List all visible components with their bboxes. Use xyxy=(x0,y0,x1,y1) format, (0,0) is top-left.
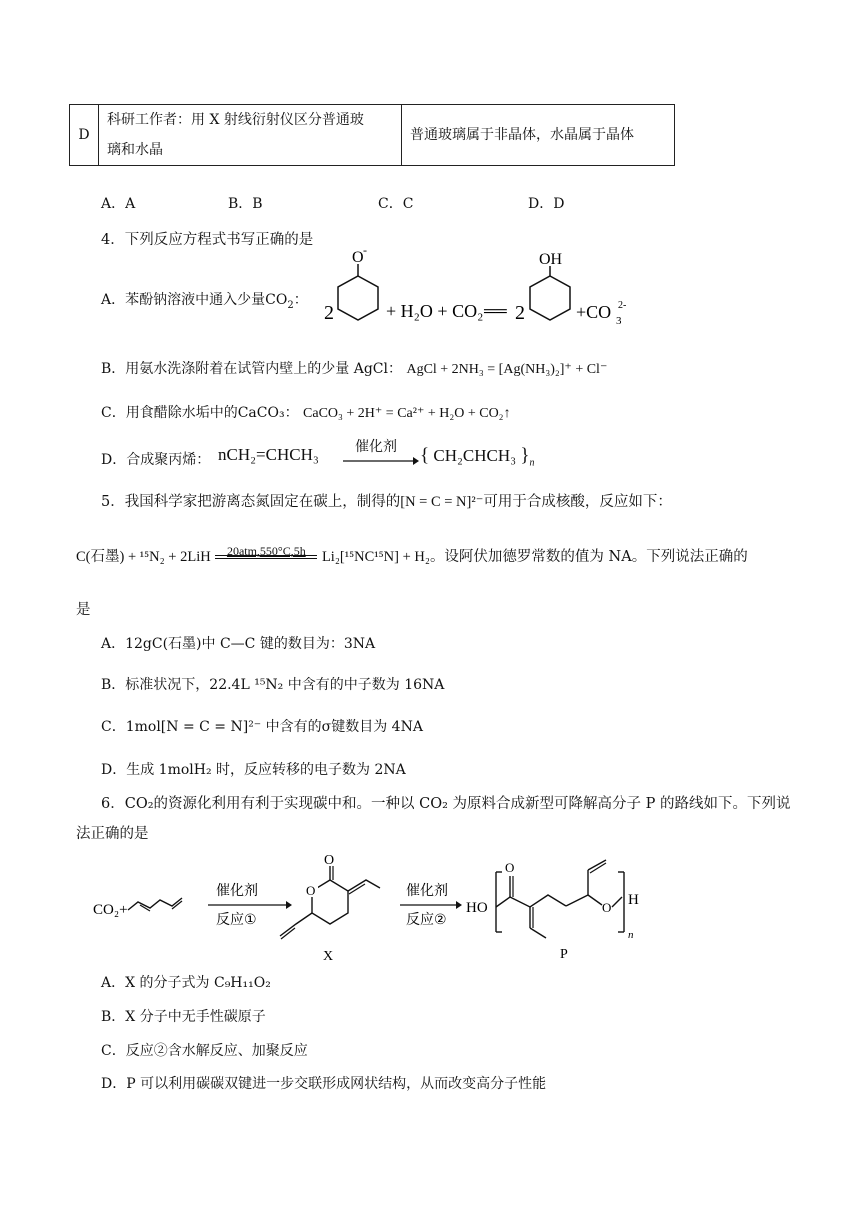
o-minus-sign: - xyxy=(363,243,367,257)
q4-a-text: A．苯酚钠溶液中通入少量CO xyxy=(101,292,288,308)
q5-equation xyxy=(76,545,748,566)
q6-option-b: B．X 分子中无手性碳原子 xyxy=(101,1009,266,1025)
q6-option-d: D．P 可以利用碳碳双键进一步交联形成网状结构，从而改变高分子性能 xyxy=(101,1076,547,1092)
eq-tail-sub: 3 xyxy=(616,315,622,327)
q5-stem xyxy=(101,490,672,511)
q6-stem-line2: 法正确的是 xyxy=(76,826,149,842)
row-letter: D xyxy=(70,105,99,166)
p-carbonyl-o: O xyxy=(505,860,515,875)
q5-option-b: B．标准状况下，22.4L ¹⁵N₂ 中含有的中子数为 16NA xyxy=(101,677,445,693)
q4-option-d: D．合成聚丙烯： xyxy=(101,452,211,468)
x-molecule xyxy=(280,853,380,939)
phenoxide-ring xyxy=(338,243,378,320)
q4-option-c xyxy=(101,402,511,422)
q4-b-eq: AgCl + 2NH₃ = [Ag(NH₃)₂]⁺ + Cl⁻ xyxy=(406,362,608,377)
p-ho: HO xyxy=(466,900,488,916)
polymer-n: n xyxy=(529,457,535,469)
row-scenario-line1: 科研工作者：用 X 射线衍射仪区分普通玻 xyxy=(107,112,364,128)
q5-option-d: D．生成 1molH₂ 时，反应转移的电子数为 2NA xyxy=(101,762,406,778)
catalyst-label: 催化剂 xyxy=(355,438,397,454)
p-h: H xyxy=(628,892,639,908)
q5-option-a: A．12gC(石墨)中 C—C 键的数目为：3NA xyxy=(101,636,376,652)
q5-stem-b: 可用于合成核酸，反应如下： xyxy=(483,494,672,510)
co2-reactant: CO₂+ xyxy=(93,902,128,918)
q5-ion: [N = C = N]²⁻ xyxy=(400,494,484,510)
q4-option-b xyxy=(101,358,607,378)
propene-monomer: nCH₂=CHCH₃ xyxy=(218,445,319,464)
polymer-unit-text: CH₂CHCH₃ xyxy=(433,446,517,465)
q6-stem-line1: 6．CO₂的资源化利用有利于实现碳中和。一种以 CO₂ 为原料合成新型可降解高分子 P 的路线如下。下列说 xyxy=(101,796,791,812)
q4-stem: 4．下列反应方程式书写正确的是 xyxy=(101,232,314,248)
q5-eq-left: C(石墨) + ¹⁵N₂ + 2LiH xyxy=(76,549,211,565)
eq-sign: ══ xyxy=(484,303,507,320)
row-scenario-line2: 璃和水晶 xyxy=(107,142,163,158)
phenol-ring xyxy=(530,251,570,320)
x-label: X xyxy=(323,949,334,964)
o-atom: O xyxy=(352,249,364,266)
x-ring-o: O xyxy=(306,883,316,898)
synthesis-scheme xyxy=(90,850,670,965)
eq-coef2: 2 xyxy=(515,302,525,324)
q5-eq-right: Li₂[¹⁵NC¹⁵N] + H₂ xyxy=(321,549,430,565)
q5-stem-end: 是 xyxy=(76,602,91,618)
q4-c-text: C．用食醋除水垢中的CaCO₃： xyxy=(101,405,299,421)
p-repeat-unit xyxy=(496,860,622,938)
q6-option-c: C．反应②含水解反应、加聚反应 xyxy=(101,1043,308,1059)
q5-stem-a: 5．我国科学家把游离态氮固定在碳上，制得的 xyxy=(101,494,401,510)
eq-middle: + H₂O + CO₂ xyxy=(386,301,484,321)
p-label: P xyxy=(560,947,568,962)
arrow1-bottom: 反应① xyxy=(216,911,257,927)
arrow2-bottom: 反应② xyxy=(406,911,447,927)
x-carbonyl-o: O xyxy=(324,853,335,868)
q3-choice-c: C．C xyxy=(378,196,414,212)
q4-c-eq: CaCO₃ + 2H⁺ = Ca²⁺ + H₂O + CO₂↑ xyxy=(303,406,511,421)
q3-choice-d: D．D xyxy=(528,196,565,212)
p-ether-o: O xyxy=(602,900,612,915)
q4-option-a: A．苯酚钠溶液中通入少量$CO_2$： xyxy=(101,292,308,311)
reaction-arrow xyxy=(343,456,419,466)
q3-choice-b: B．B xyxy=(228,196,263,212)
arrow2-top: 催化剂 xyxy=(406,882,448,898)
q3-choice-a: A．A xyxy=(101,196,136,212)
row-scenario xyxy=(99,105,402,166)
answer-table xyxy=(69,104,675,166)
q4-b-text: B．用氨水洗涤附着在试管内壁上的少量 AgCl： xyxy=(101,361,402,377)
arrow1-top: 催化剂 xyxy=(216,882,258,898)
eq-tail-charge: 2- xyxy=(618,300,627,311)
table-row xyxy=(70,105,675,166)
eq-tail: +CO xyxy=(576,302,612,322)
q5-eq-cond: 20atm,550°C,5h xyxy=(226,544,306,558)
phenol-equation xyxy=(318,243,648,332)
oh-group: OH xyxy=(539,251,563,268)
q5-eq-tail: 。设阿伏加德罗常数的值为 NA。下列说法正确的 xyxy=(429,549,748,565)
eq-coef1: 2 xyxy=(324,302,334,324)
row-explanation: 普通玻璃属于非晶体，水晶属于晶体 xyxy=(402,105,675,166)
q5-option-c: C．1mol[N = C = N]²⁻ 中含有的σ键数目为 4NA xyxy=(101,719,423,735)
p-n: n xyxy=(628,929,634,941)
polymer-unit: { CH₂CHCH₃ }$_n$ xyxy=(420,445,535,469)
q6-option-a: A．X 的分子式为 C₉H₁₁O₂ xyxy=(101,975,271,991)
